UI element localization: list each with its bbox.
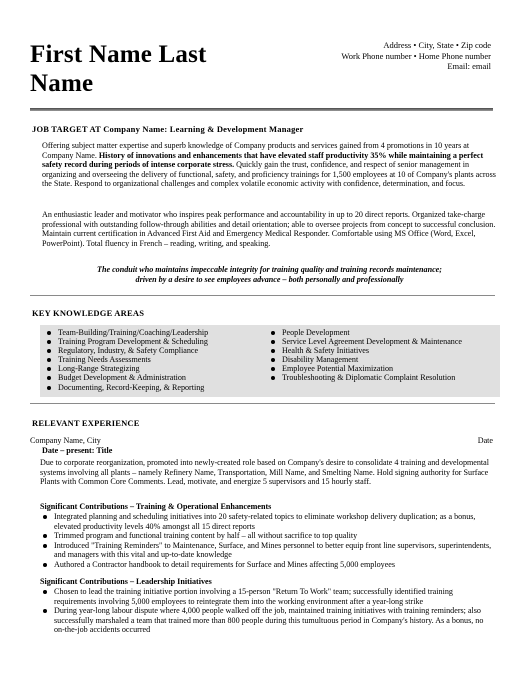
job-target-summary [42,141,497,189]
job-target-heading: JOB TARGET AT Company Name: Learning & Development Manager [32,124,304,134]
knowledge-item: Long-Range Strategizing [44,364,264,373]
contributions-leadership-heading: Significant Contributions – Leadership Initiatives [40,577,212,586]
summary-highlight: History of innovations and enhancements that have elevated staff productivity 35% while maintaining a perfect safety record during periods of intense corporate stress. [42,150,484,170]
contributions-training-heading: Significant Contributions – Training & Operational Enhancements [40,502,272,511]
knowledge-item: Training Program Development & Scheduling [44,337,264,346]
list-item: Trimmed program and functional training content by half – all without sacrifice to top quality [40,531,495,541]
contributions-training-list [40,512,495,569]
knowledge-item: Disability Management [268,355,498,364]
knowledge-item: Team-Building/Training/Coaching/Leadership [44,328,264,337]
name-line-1: First Name Last [30,41,207,68]
tagline-line-1: The conduit who maintains impeccable integrity for training quality and training records maintenance; [97,265,442,274]
job-summary: Due to corporate reorganization, promoted into newly-created role based on Company's desire to consolidate 4 training and developmental systems involving all plants – namely Refinery Name, Transportation, Mill Name, and Smelting Name. Hold signing authority for Surface Plants with Common Core Comments. Lead, motivate, and energize 5 supervisors and 15 hourly staff. [40,458,490,487]
summary-part-2: Quickly gain the trust, confidence, and respect of senior management in organizing and overseeing the delivery of functional, safety, and proficiency trainings for 1,500 employees at 10 of Company's plants across the State. Respond to organizational challenges and complex volatile economic activity with confidence, determination, and focus. [42,160,496,189]
list-item: Chosen to lead the training initiative portion involving a 15-person "Return To Work" team; successfully identified training requirements involving 5,000 employees to reintegrate them into the working environment after a year-long strike [40,587,495,606]
section-divider-2 [30,403,495,404]
knowledge-item: Troubleshooting & Diplomatic Complaint Resolution [268,373,498,382]
knowledge-right-column [268,328,498,383]
list-item: Integrated planning and scheduling initiatives into 20 safety-related topics to eliminate workshop delivery duplication; as a bonus, elevated productivity levels 40% amongst all 15 direct reports [40,512,495,531]
tagline [42,265,497,285]
knowledge-item: People Development [268,328,498,337]
knowledge-item: Regulatory, Industry, & Safety Compliance [44,346,264,355]
candidate-name [30,40,280,98]
experience-heading: RELEVANT EXPERIENCE [32,418,140,428]
job-date: Date [477,436,493,445]
knowledge-left-column [44,328,264,392]
job-target-profile: An enthusiastic leader and motivator who inspires peak performance and accountability in up to 20 direct reports. Organized take-charge professional with outstanding follow-through abilities and detail orientation; able to oversee projects from concept to successful conclusion. Maintain current certification in Advanced First Aid and Emergency Medical Responder. Comfortable using MS Office (Word, Excel, PowerPoint). Total fluency in French – reading, writing, and speaking. [42,210,496,248]
email-line: Email: email [447,61,491,71]
job-title: Date – present: Title [42,446,113,455]
section-divider-1 [30,295,495,296]
summary-part-1: Offering subject matter expertise and superb knowledge of Company products and services gained from 4 promotions in 10 years at Company Name. [42,141,470,160]
list-item: During year-long labour dispute where 4,000 people walked off the job, maintained training initiatives with training reminders; also successfully marshaled a team that trained more than 800 people during this tumultuous period in Company's history. As a bonus, no on-the-job accidents occurred [40,606,495,635]
company-name: Company Name, City [30,436,101,445]
header-divider [30,108,493,111]
address-line: Address • City, State • Zip code [383,40,491,50]
knowledge-item: Budget Development & Administration [44,373,264,382]
knowledge-item: Training Needs Assessments [44,355,264,364]
knowledge-item: Employee Potential Maximization [268,364,498,373]
knowledge-heading: KEY KNOWLEDGE AREAS [32,308,145,318]
phone-line: Work Phone number • Home Phone number [341,50,491,61]
knowledge-item: Service Level Agreement Development & Maintenance [268,337,498,346]
list-item: Introduced "Training Reminders" to Maintenance, Surface, and Mines personnel to better equip front line supervisors, superintendents, and managers with this vital and up-to-date knowledge [40,541,495,560]
job-header [30,436,493,446]
list-item: Authored a Contractor handbook to detail requirements for Surface and Mines affecting 5,000 employees [40,560,495,570]
tagline-line-2: driven by a desire to see employees advance – both personally and professionally [135,275,404,284]
name-line-2: Name [30,70,94,97]
contributions-leadership-list [40,587,495,635]
knowledge-item: Health & Safety Initiatives [268,346,498,355]
knowledge-item: Documenting, Record-Keeping, & Reporting [44,383,264,392]
contact-block [271,40,491,72]
